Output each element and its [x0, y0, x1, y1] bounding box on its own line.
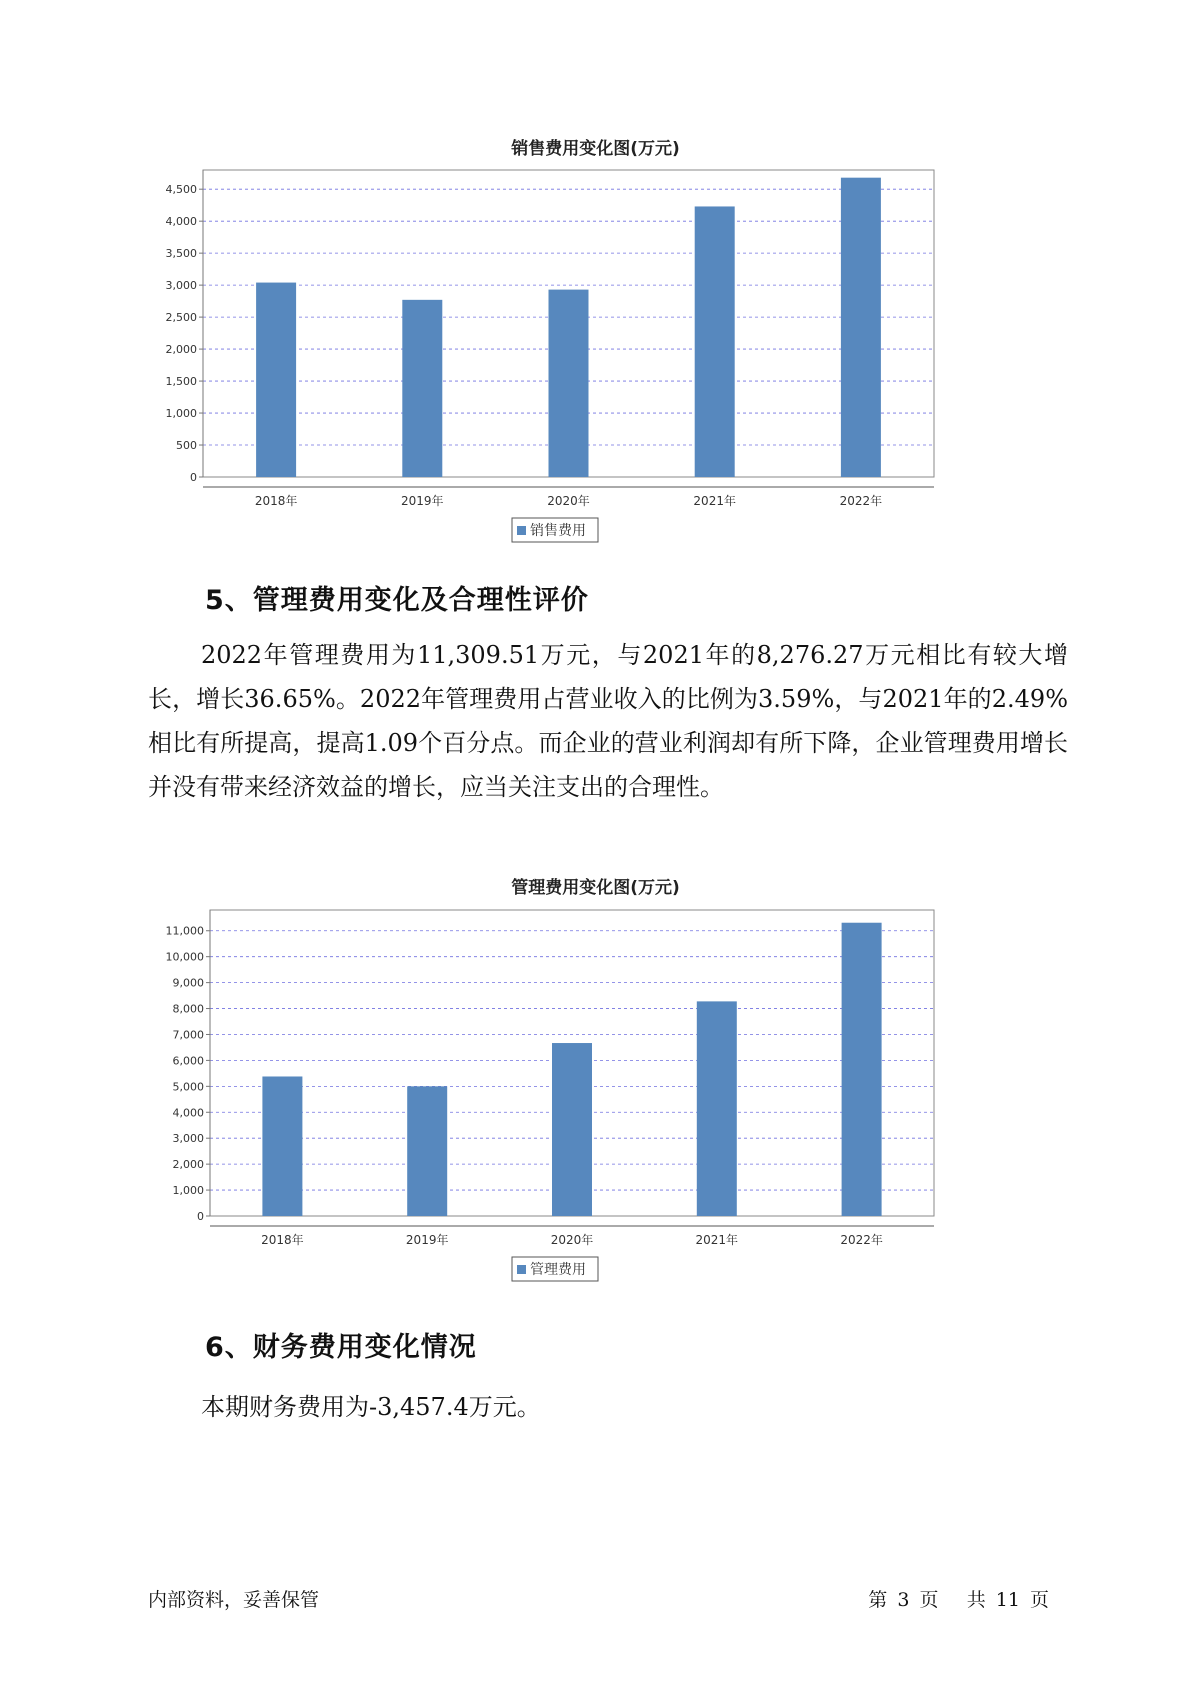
y-tick-label: 4,500 [165, 183, 197, 197]
x-tick-label: 2021年 [695, 1233, 739, 1247]
admin-expense-chart-title: 管理费用变化图(万元) [511, 878, 680, 898]
section-6-paragraph: 本期财务费用为-3,457.4万元。 [201, 1393, 541, 1421]
x-tick-label: 2022年 [839, 494, 883, 508]
bar-2019年 [402, 300, 442, 477]
x-tick-label: 2018年 [254, 494, 298, 508]
section-6-heading: 6、财务费用变化情况 [205, 1332, 477, 1363]
y-tick-label: 0 [197, 1210, 204, 1223]
bar-2022年 [841, 178, 881, 477]
x-tick-label: 2020年 [550, 1233, 594, 1247]
y-tick-label: 1,000 [165, 407, 197, 421]
admin-expense-chart [0, 900, 1191, 1300]
section-5-paragraph: 2022年管理费用为11,309.51万元，与2021年的8,276.27万元相比有较大增长，增长36.65%。2022年管理费用占营业收入的比例为3.59%，与2021年的2.49%相比有所提高，提高1.09个百分点。而企业的营业利润却有所下降，企业管理费用增长并没有带来经济效益的增长，应当关注支出的合理性。 [148, 641, 1068, 801]
footer-confidential-note: 内部资料，妥善保管 [148, 1589, 320, 1611]
y-tick-label: 7,000 [172, 1028, 204, 1042]
bar-2018年 [262, 1076, 302, 1216]
bar-2022年 [842, 923, 882, 1216]
footer-page-number [866, 1585, 1051, 1612]
x-tick-label: 2019年 [405, 1233, 449, 1247]
total-unit: 页 [1029, 1589, 1049, 1611]
y-tick-label: 4,000 [172, 1106, 204, 1120]
bar-2020年 [549, 290, 589, 477]
y-tick-label: 11,000 [165, 924, 204, 938]
y-tick-label: 1,500 [165, 375, 197, 389]
x-tick-label: 2019年 [401, 494, 444, 508]
y-tick-label: 5,000 [172, 1080, 204, 1094]
page-prefix: 第 [868, 1589, 888, 1611]
page-unit: 页 [919, 1589, 939, 1611]
bar-2019年 [407, 1086, 447, 1216]
x-tick-label: 2022年 [840, 1233, 883, 1247]
page-total: 11 [995, 1589, 1020, 1611]
legend-label: 销售费用 [530, 523, 586, 539]
y-tick-label: 4,000 [165, 215, 197, 229]
page-current: 3 [897, 1589, 910, 1611]
x-tick-label: 2021年 [693, 494, 736, 508]
y-tick-label: 500 [176, 439, 197, 453]
legend-swatch [517, 1265, 526, 1274]
y-tick-label: 2,000 [165, 343, 197, 357]
total-prefix: 共 [966, 1589, 986, 1611]
legend-swatch [517, 526, 526, 535]
x-tick-label: 2018年 [261, 1233, 304, 1247]
sales-expense-chart [0, 160, 1191, 560]
y-tick-label: 0 [190, 471, 197, 484]
y-tick-label: 3,000 [165, 279, 197, 293]
section-5-heading: 5、管理费用变化及合理性评价 [205, 585, 589, 616]
bar-2021年 [697, 1001, 737, 1216]
bar-2018年 [256, 283, 296, 477]
y-tick-label: 3,000 [172, 1132, 204, 1146]
y-tick-label: 10,000 [165, 950, 204, 964]
y-tick-label: 2,500 [165, 311, 197, 325]
y-tick-label: 2,000 [172, 1158, 204, 1172]
legend-label: 管理费用 [530, 1262, 586, 1278]
y-tick-label: 8,000 [172, 1002, 204, 1016]
sales-expense-chart-title: 销售费用变化图(万元) [511, 139, 680, 159]
y-tick-label: 3,500 [165, 247, 197, 261]
y-tick-label: 1,000 [172, 1184, 204, 1198]
y-tick-label: 6,000 [172, 1054, 204, 1068]
bar-2021年 [695, 206, 735, 477]
x-tick-label: 2020年 [547, 494, 590, 508]
y-tick-label: 9,000 [172, 976, 204, 990]
bar-2020年 [552, 1043, 592, 1216]
